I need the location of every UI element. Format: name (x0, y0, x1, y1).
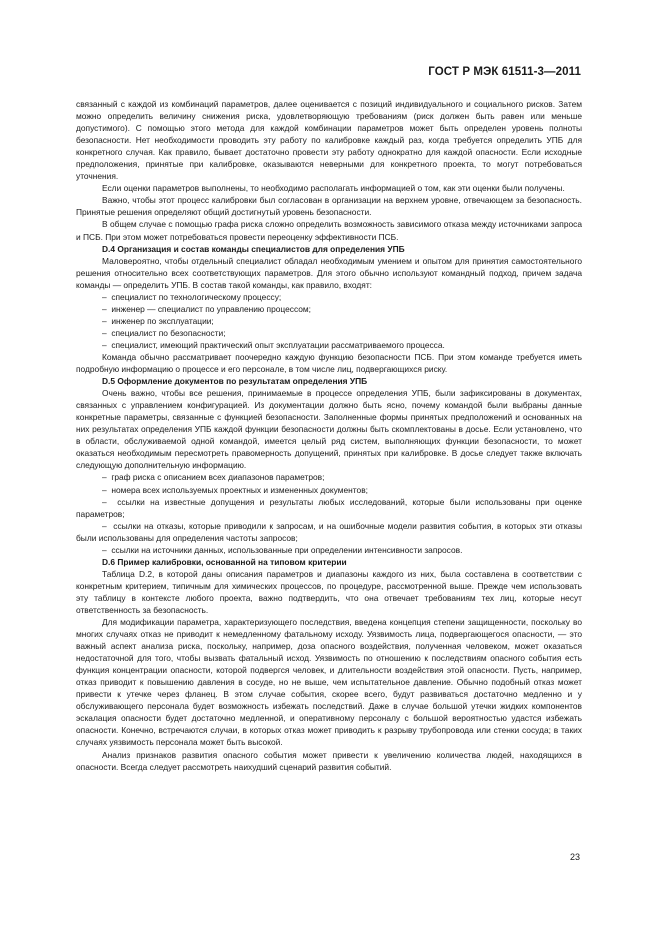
paragraph: Для модификации параметра, характеризующего последствия, введена концепция степени защищенности, поскольку во многих случаях отказ не приводит к немедленному фатальному исходу. Уязвимость лица, подвергающегося опасности, — это важный аспект анализа риска, поскольку, например, доза опасного воздействия, полученная человеком, может оказаться недостаточной для того, чтобы вызвать фатальный исход. Уязвимость по отношению к последствиям опасного события есть функция концентрации опасности, которой подвергся человек, и длительности воздействия этой опасности. Пусть, например, отказ приводит к повышению давления в сосуде, но не выше, чем испытательное давление. Обычно подобный отказ может привести к утечке через фланец. В этом случае события, скорее всего, будут развиваться достаточно медленно и у обслуживающего персонала будет возможность избежать последствий. Даже в случае большой утечки жидких компонентов эскалация опасности будет достаточно медленной, и оперативному персоналу с большой вероятностью удастся избежать опасности. Конечно, встречаются случаи, в которых отказ может приводить к разрыву трубопровода или стенки сосуда; в таких случаях уязвимость персонала может быть высокой. (76, 617, 582, 748)
list-item: – специалист по безопасности; (76, 327, 582, 339)
paragraph: Команда обычно рассматривает поочередно каждую функцию безопасности ПСБ. При этом команде требуется иметь подробную информацию о процессе и его персонале, в том числе лиц, подвергающихся риску. (76, 351, 582, 375)
page-body (76, 98, 582, 773)
team-list (76, 291, 582, 351)
list-item: – номера всех используемых проектных и измененных документов; (76, 484, 582, 496)
section-heading-d6: D.6 Пример калибровки, основанной на типовом критерии (102, 556, 347, 567)
paragraph: Таблица D.2, в которой даны описания параметров и диапазоны каждого из них, была составлена в соответствии с конкретным критерием, типичным для химических процессов, по процедуре, рассмотренной выше. Прежде чем использовать эту таблицу в контексте любого проекта, важно подтвердить, что она отвечает требованиям тех лиц, которые несут ответственность за безопасность. (76, 568, 582, 615)
paragraph: Если оценки параметров выполнены, то необходимо располагать информацией о том, как эти оценки были получены. (102, 183, 565, 194)
list-item: – ссылки на известные допущения и результаты любых исследований, которые были использованы при оценке параметров; (76, 496, 582, 520)
list-item: – специалист по технологическому процессу; (76, 291, 582, 303)
paragraph: связанный с каждой из комбинаций параметров, далее оценивается с позиций индивидуального и социального рисков. Затем можно определить величину снижения риска, удовлетворяющую требованиям (риск должен быть равен или меньше допустимого). С помощью этого метода для каждой комбинации параметров может быть определен уровень полноты безопасности. Нет необходимости проводить эту работу по калибровке каждый раз, когда требуется определить УПБ для конкретного случая. Как правило, бывает достаточно провести эту работу однократно для каждой опасности. Если исходные предположения, принятые при калибровке, оказываются неверными для конкретного проекта, то могут потребоваться уточнения. (76, 99, 582, 182)
paragraph: Анализ признаков развития опасного события может привести к увеличению количества людей, находящихся в опасности. Всегда следует рассмотреть наихудший сценарий развития событий. (76, 749, 582, 772)
paragraph: Важно, чтобы этот процесс калибровки был согласован в организации на верхнем уровне, отвечающем за безопасность. Принятые решения определяют общий достигнутый уровень безопасности. (76, 195, 582, 218)
paragraph: Маловероятно, чтобы отдельный специалист обладал необходимым умением и опытом для принятия самостоятельного решения относительно всех соответствующих параметров. Для этого обычно используют командный подход, причем задача команды — определить УПБ. В состав такой команды, как правило, входят: (76, 255, 582, 290)
paragraph: В общем случае с помощью графа риска сложно определить возможность зависимого отказа между источниками запроса и ПСБ. При этом может потребоваться провести переоценку эффективности ПСБ. (76, 219, 582, 242)
paragraph: Очень важно, чтобы все решения, принимаемые в процессе определения УПБ, были зафиксированы в документах, связанных с управлением конфигурацией. Из документации должно быть ясно, почему командой были выбраны данные конкретные параметры, связанные с функцией безопасности. Заполненные формы принятых предположений и основанных на них результатах определения УПБ каждой функции безопасности должны быть скомплектованы в досье. Если установлено, что в области, обслуживаемой одной командой, имеется целый ряд систем, выполняющих функции безопасности, то может оказаться необходимым пересмотреть правомерность допущений, принятых при калибровке. В досье следует также включать следующую дополнительную информацию. (76, 388, 582, 471)
list-item: – инженер — специалист по управлению процессом; (76, 303, 582, 315)
list-item: – ссылки на источники данных, использованные при определении интенсивности запросов. (76, 544, 582, 556)
section-heading-d4: D.4 Организация и состав команды специалистов для определения УПБ (102, 243, 405, 254)
section-heading-d5: D.5 Оформление документов по результатам определения УПБ (102, 376, 368, 387)
list-item: – граф риска с описанием всех диапазонов параметров; (76, 471, 582, 483)
documentation-list (76, 471, 582, 555)
standard-header: ГОСТ Р МЭК 61511-3—2011 (428, 66, 581, 78)
list-item: – специалист, имеющий практический опыт эксплуатации рассматриваемого процесса. (76, 339, 582, 351)
list-item: – ссылки на отказы, которые приводили к запросам, и на ошибочные модели развития события, в которых эти отказы были использованы для определения частоты запросов; (76, 520, 582, 544)
page-number: 23 (570, 852, 581, 862)
list-item: – инженер по эксплуатации; (76, 315, 582, 327)
